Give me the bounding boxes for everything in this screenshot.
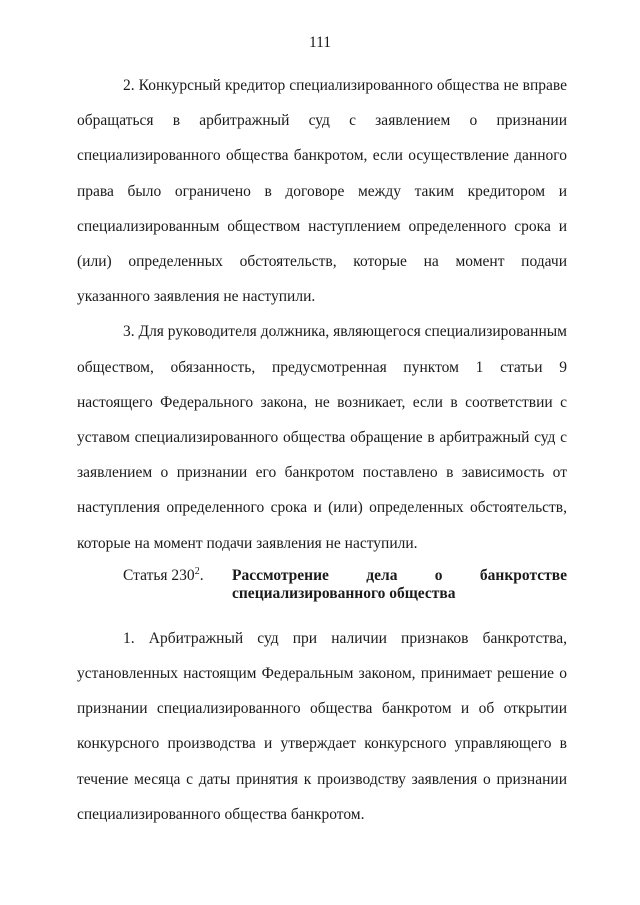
document-body — [77, 68, 567, 832]
article-title — [232, 567, 567, 603]
paragraph-2: 2. Конкурсный кредитор специализированного общества не вправе обращаться в арбитражный суд с заявлением о признании специализированного общества банкротом, если осуществление данного права было ограничено в договоре между таким кредитором и специализированным обществом наступлением определенного срока и (или) определенных обстоятельств, которые на момент подачи указанного заявления не наступили. — [77, 77, 567, 306]
article-heading — [77, 565, 567, 621]
page-number: 111 — [308, 34, 332, 51]
article-label-suffix: . — [199, 566, 204, 584]
article-title-line-1: Рассмотрение дела о банкротстве — [232, 566, 567, 584]
article-title-line-2: специализированного общества — [232, 584, 456, 602]
article-paragraph-1: 1. Арбитражный суд при наличии признаков банкротства, установленных настоящим Федеральным законом, принимает решение о признании специализированного общества банкротом и об открытии конкурсного производства и утверждает конкурсного управляющего в течение месяца с даты принятия к производству заявления о признании специализированного общества банкротом. — [77, 629, 567, 823]
article-number — [123, 567, 204, 585]
article-label-text: Статья 230 — [123, 566, 195, 584]
article-label-superscript: 2 — [194, 565, 200, 577]
paragraph-3: 3. Для руководителя должника, являющегося специализированным обществом, обязанность, предусмотренная пунктом 1 статьи 9 настоящего Федерального закона, не возникает, если в соответствии с уставом специализированного общества обращение в арбитражный суд с заявлением о признании его банкротом поставлено в зависимость от наступления определенного срока и (или) определенных обстоятельств, которые на момент подачи заявления не наступили. — [77, 323, 567, 552]
